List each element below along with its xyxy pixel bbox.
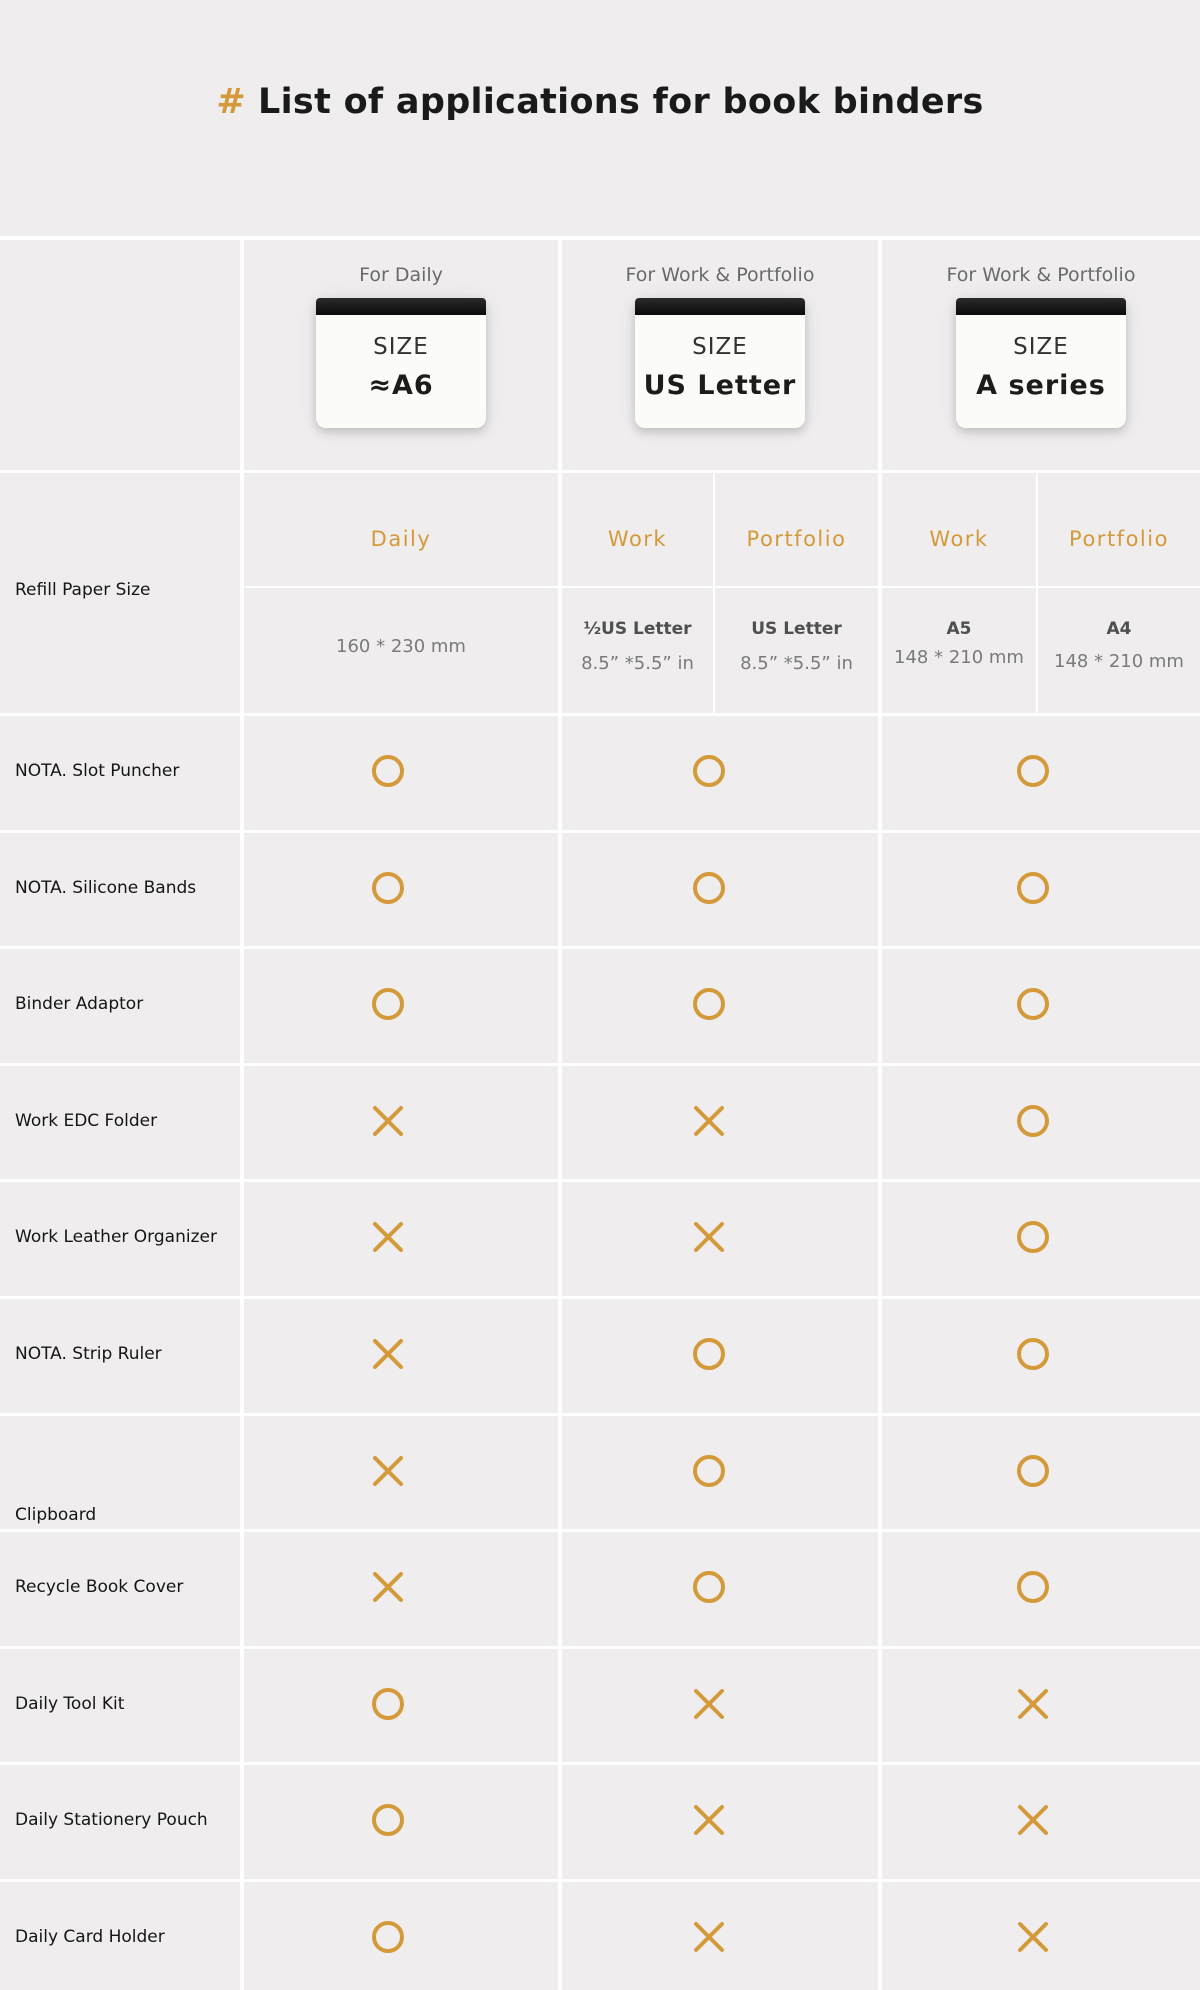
grid-line [0,1179,1200,1182]
row-label: NOTA. Strip Ruler [15,1344,162,1364]
dimension-a4 [1038,619,1200,672]
dimension-daily [244,636,558,657]
column-caption: For Work & Portfolio [625,264,815,286]
dimension-us-letter [715,619,878,674]
dimension-name: US Letter [751,619,842,639]
subheader-work: Work [929,527,989,551]
dimension-value: 8.5” *5.5” in [740,653,853,674]
cross-icon [691,1919,727,1955]
size-label: SIZE [373,334,429,360]
circle-icon [370,986,406,1022]
circle-icon [1015,986,1051,1022]
size-card [316,298,486,428]
circle-icon [691,870,727,906]
circle-icon [1015,1453,1051,1489]
circle-icon [1015,1219,1051,1255]
circle-icon [370,870,406,906]
grid-line [0,1413,1200,1416]
circle-icon [691,986,727,1022]
column-header-daily [244,240,558,428]
size-card [635,298,805,428]
circle-icon [370,1919,406,1955]
circle-icon [691,1336,727,1372]
cross-icon [370,1569,406,1605]
dimension-value: 148 * 210 mm [1054,651,1184,672]
column-header-a-series [882,240,1200,428]
size-card [956,298,1126,428]
grid-line [245,586,1200,588]
row-label: Clipboard [15,1505,97,1525]
grid-line [0,470,1200,473]
size-label: SIZE [692,334,748,360]
grid-line [0,1063,1200,1066]
dimension-value: 160 * 230 mm [336,636,466,657]
row-label: Recycle Book Cover [15,1577,184,1597]
circle-icon [1015,870,1051,906]
grid-line [713,473,715,713]
cross-icon [691,1219,727,1255]
row-label: Binder Adaptor [15,994,144,1014]
dimension-name: A5 [946,619,972,639]
row-label-refill: Refill Paper Size [15,580,151,600]
cross-icon [691,1802,727,1838]
cross-icon [370,1219,406,1255]
circle-icon [1015,1336,1051,1372]
circle-icon [370,1686,406,1722]
subheader-work: Work [607,527,668,551]
cross-icon [1015,1802,1051,1838]
grid-line [0,946,1200,949]
circle-icon [691,753,727,789]
circle-icon [1015,1103,1051,1139]
binder-bar-icon [316,298,486,315]
dimension-half-letter [562,619,713,674]
column-caption: For Work & Portfolio [946,264,1136,286]
cross-icon [370,1336,406,1372]
dimension-a5 [882,619,1036,668]
hash-symbol: # [216,82,247,122]
subheader-daily: Daily [370,527,432,551]
cross-icon [1015,1686,1051,1722]
grid-line [878,236,882,1990]
grid-line [0,1529,1200,1532]
title-text: List of applications for book binders [258,82,984,122]
page-title [0,82,1200,122]
dimension-name: A4 [1106,619,1132,639]
comparison-table [0,236,1200,1990]
subheader-portfolio: Portfolio [746,527,847,551]
grid-line [1036,473,1038,713]
cross-icon [1015,1919,1051,1955]
row-label: Daily Stationery Pouch [15,1810,208,1830]
row-label: Daily Card Holder [15,1927,165,1947]
grid-line [0,1879,1200,1882]
binder-bar-icon [635,298,805,315]
subheader-portfolio: Portfolio [1069,527,1169,551]
cross-icon [370,1453,406,1489]
grid-line [0,1762,1200,1765]
circle-icon [370,753,406,789]
grid-line [0,1646,1200,1649]
size-name: US Letter [643,370,797,401]
grid-line [0,713,1200,716]
circle-icon [1015,753,1051,789]
cross-icon [370,1103,406,1139]
grid-line [0,830,1200,833]
cross-icon [691,1103,727,1139]
dimension-value: 148 * 210 mm [894,647,1024,668]
row-label: NOTA. Slot Puncher [15,761,180,781]
column-caption: For Daily [359,264,443,286]
grid-line [240,236,244,1990]
size-name: A series [976,370,1106,401]
cross-icon [691,1686,727,1722]
row-label: Work Leather Organizer [15,1227,217,1247]
column-header-us-letter [562,240,878,428]
circle-icon [1015,1569,1051,1605]
circle-icon [691,1569,727,1605]
row-label: Daily Tool Kit [15,1694,125,1714]
circle-icon [370,1802,406,1838]
size-name: ≈A6 [368,370,434,401]
dimension-name: ½US Letter [583,619,692,639]
dimension-value: 8.5” *5.5” in [581,653,694,674]
binder-bar-icon [956,298,1126,315]
grid-line [558,236,562,1990]
row-label: NOTA. Silicone Bands [15,878,197,898]
size-label: SIZE [1013,334,1069,360]
grid-line [0,1296,1200,1299]
circle-icon [691,1453,727,1489]
row-label: Work EDC Folder [15,1111,158,1131]
